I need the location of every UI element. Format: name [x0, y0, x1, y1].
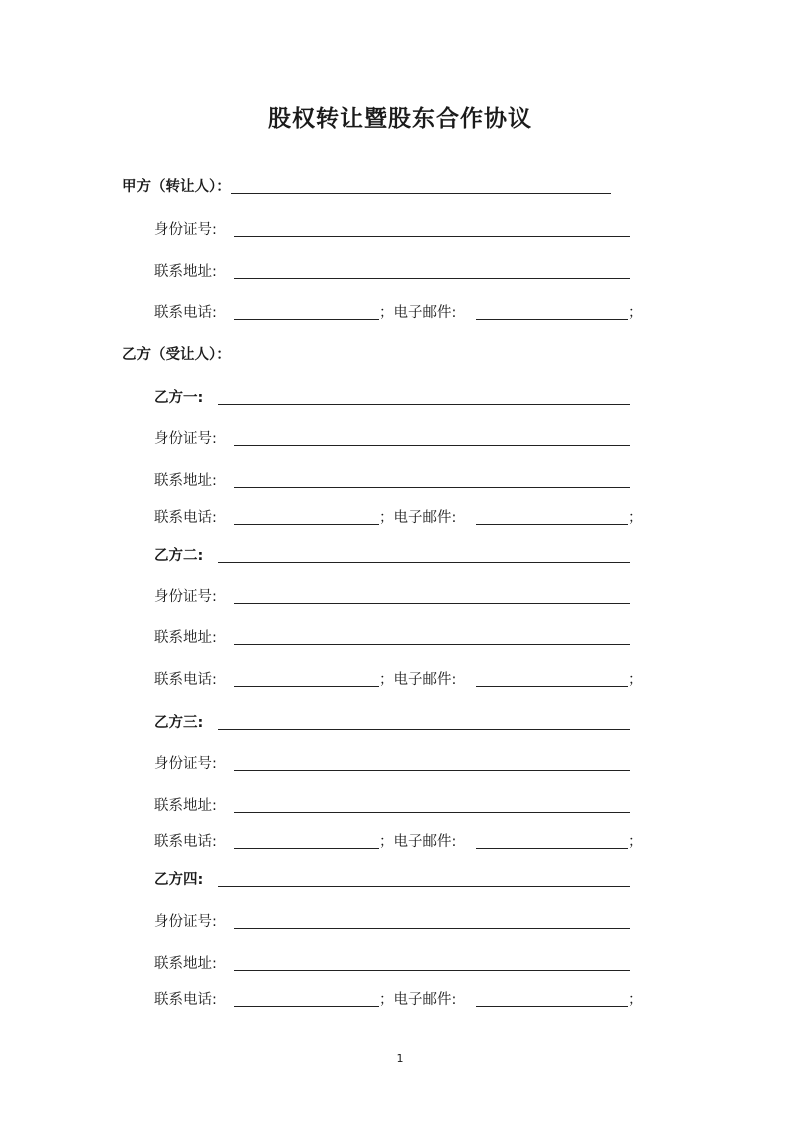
party-b-member-name-label: 乙方一: — [154, 390, 204, 406]
party-b-member-end-mark: ； — [628, 510, 643, 526]
party-a-id-row — [154, 219, 630, 239]
party-b-member-phone-field[interactable] — [234, 991, 379, 1007]
party-b-member-contact-row — [154, 831, 643, 851]
party-a-end-mark: ； — [628, 305, 643, 321]
party-a-name-field[interactable] — [231, 178, 611, 194]
party-a-phone-label: 联系电话: — [154, 305, 217, 321]
party-b-member-id-row — [154, 428, 630, 448]
party-b-member-end-mark: ； — [628, 834, 643, 850]
party-b-member-id-label: 身份证号: — [154, 589, 217, 605]
party-b-member-name-label: 乙方四: — [154, 872, 204, 888]
party-a-contact-row — [154, 302, 643, 322]
document-title: 股权转让暨股东合作协议 — [268, 106, 532, 132]
party-b-member-phone-label: 联系电话: — [154, 510, 217, 526]
party-b-member-phone-label: 联系电话: — [154, 672, 217, 688]
party-b-member-address-field[interactable] — [234, 797, 630, 813]
party-b-member-id-label: 身份证号: — [154, 756, 217, 772]
party-b-member-email-label: ；电子邮件: — [379, 510, 457, 526]
party-b-member-name-field[interactable] — [218, 871, 630, 887]
party-b-member-email-field[interactable] — [476, 991, 628, 1007]
party-b-member-email-label: ；电子邮件: — [379, 992, 457, 1008]
party-b-member-name-field[interactable] — [218, 389, 630, 405]
party-b-member-name-row — [154, 712, 630, 732]
party-b-member-id-label: 身份证号: — [154, 914, 217, 930]
party-b-member-address-row — [154, 470, 630, 490]
party-b-member-contact-row — [154, 507, 643, 527]
party-b-member-end-mark: ； — [628, 992, 643, 1008]
party-b-member-name-label: 乙方二: — [154, 548, 204, 564]
party-b-member-address-field[interactable] — [234, 955, 630, 971]
party-a-address-row — [154, 261, 630, 281]
party-a-id-label: 身份证号: — [154, 222, 217, 238]
party-b-member-id-row — [154, 911, 630, 931]
party-b-member-address-label: 联系地址: — [154, 956, 217, 972]
party-b-member-phone-field[interactable] — [234, 671, 379, 687]
party-b-member-id-field[interactable] — [234, 588, 630, 604]
party-a-heading-row — [122, 176, 611, 196]
party-a-phone-field[interactable] — [234, 304, 379, 320]
party-b-member-address-field[interactable] — [234, 629, 630, 645]
party-b-member-email-label: ；电子邮件: — [379, 834, 457, 850]
party-b-member-address-row — [154, 795, 630, 815]
party-a-id-field[interactable] — [234, 221, 630, 237]
party-b-member-address-row — [154, 627, 630, 647]
party-b-heading: 乙方（受让人）： — [122, 347, 231, 363]
party-a-address-field[interactable] — [234, 263, 630, 279]
party-a-address-label: 联系地址: — [154, 264, 217, 280]
party-b-member-name-label: 乙方三: — [154, 715, 204, 731]
party-b-member-id-row — [154, 753, 630, 773]
page-number: 1 — [396, 1052, 404, 1065]
party-b-member-phone-label: 联系电话: — [154, 834, 217, 850]
party-b-member-address-label: 联系地址: — [154, 473, 217, 489]
party-a-email-label: ；电子邮件: — [379, 305, 457, 321]
party-b-member-address-field[interactable] — [234, 472, 630, 488]
party-b-member-id-row — [154, 586, 630, 606]
party-b-member-contact-row — [154, 669, 643, 689]
party-b-member-name-row — [154, 387, 630, 407]
party-b-member-id-field[interactable] — [234, 913, 630, 929]
party-b-member-address-row — [154, 953, 630, 973]
party-b-member-email-field[interactable] — [476, 671, 628, 687]
party-b-member-name-row — [154, 545, 630, 565]
party-b-heading-row — [122, 344, 231, 364]
party-b-member-email-field[interactable] — [476, 509, 628, 525]
party-b-member-email-label: ；电子邮件: — [379, 672, 457, 688]
party-b-member-name-field[interactable] — [218, 714, 630, 730]
party-b-member-address-label: 联系地址: — [154, 630, 217, 646]
party-b-member-name-field[interactable] — [218, 547, 630, 563]
party-b-member-email-field[interactable] — [476, 833, 628, 849]
party-b-member-name-row — [154, 869, 630, 889]
party-b-member-phone-field[interactable] — [234, 833, 379, 849]
party-b-member-contact-row — [154, 989, 643, 1009]
party-b-member-phone-field[interactable] — [234, 509, 379, 525]
party-b-member-id-label: 身份证号: — [154, 431, 217, 447]
party-a-heading: 甲方（转让人）： — [122, 179, 231, 195]
party-b-member-id-field[interactable] — [234, 430, 630, 446]
party-b-member-id-field[interactable] — [234, 755, 630, 771]
party-b-member-phone-label: 联系电话: — [154, 992, 217, 1008]
party-b-member-end-mark: ； — [628, 672, 643, 688]
party-b-member-address-label: 联系地址: — [154, 798, 217, 814]
party-a-email-field[interactable] — [476, 304, 628, 320]
